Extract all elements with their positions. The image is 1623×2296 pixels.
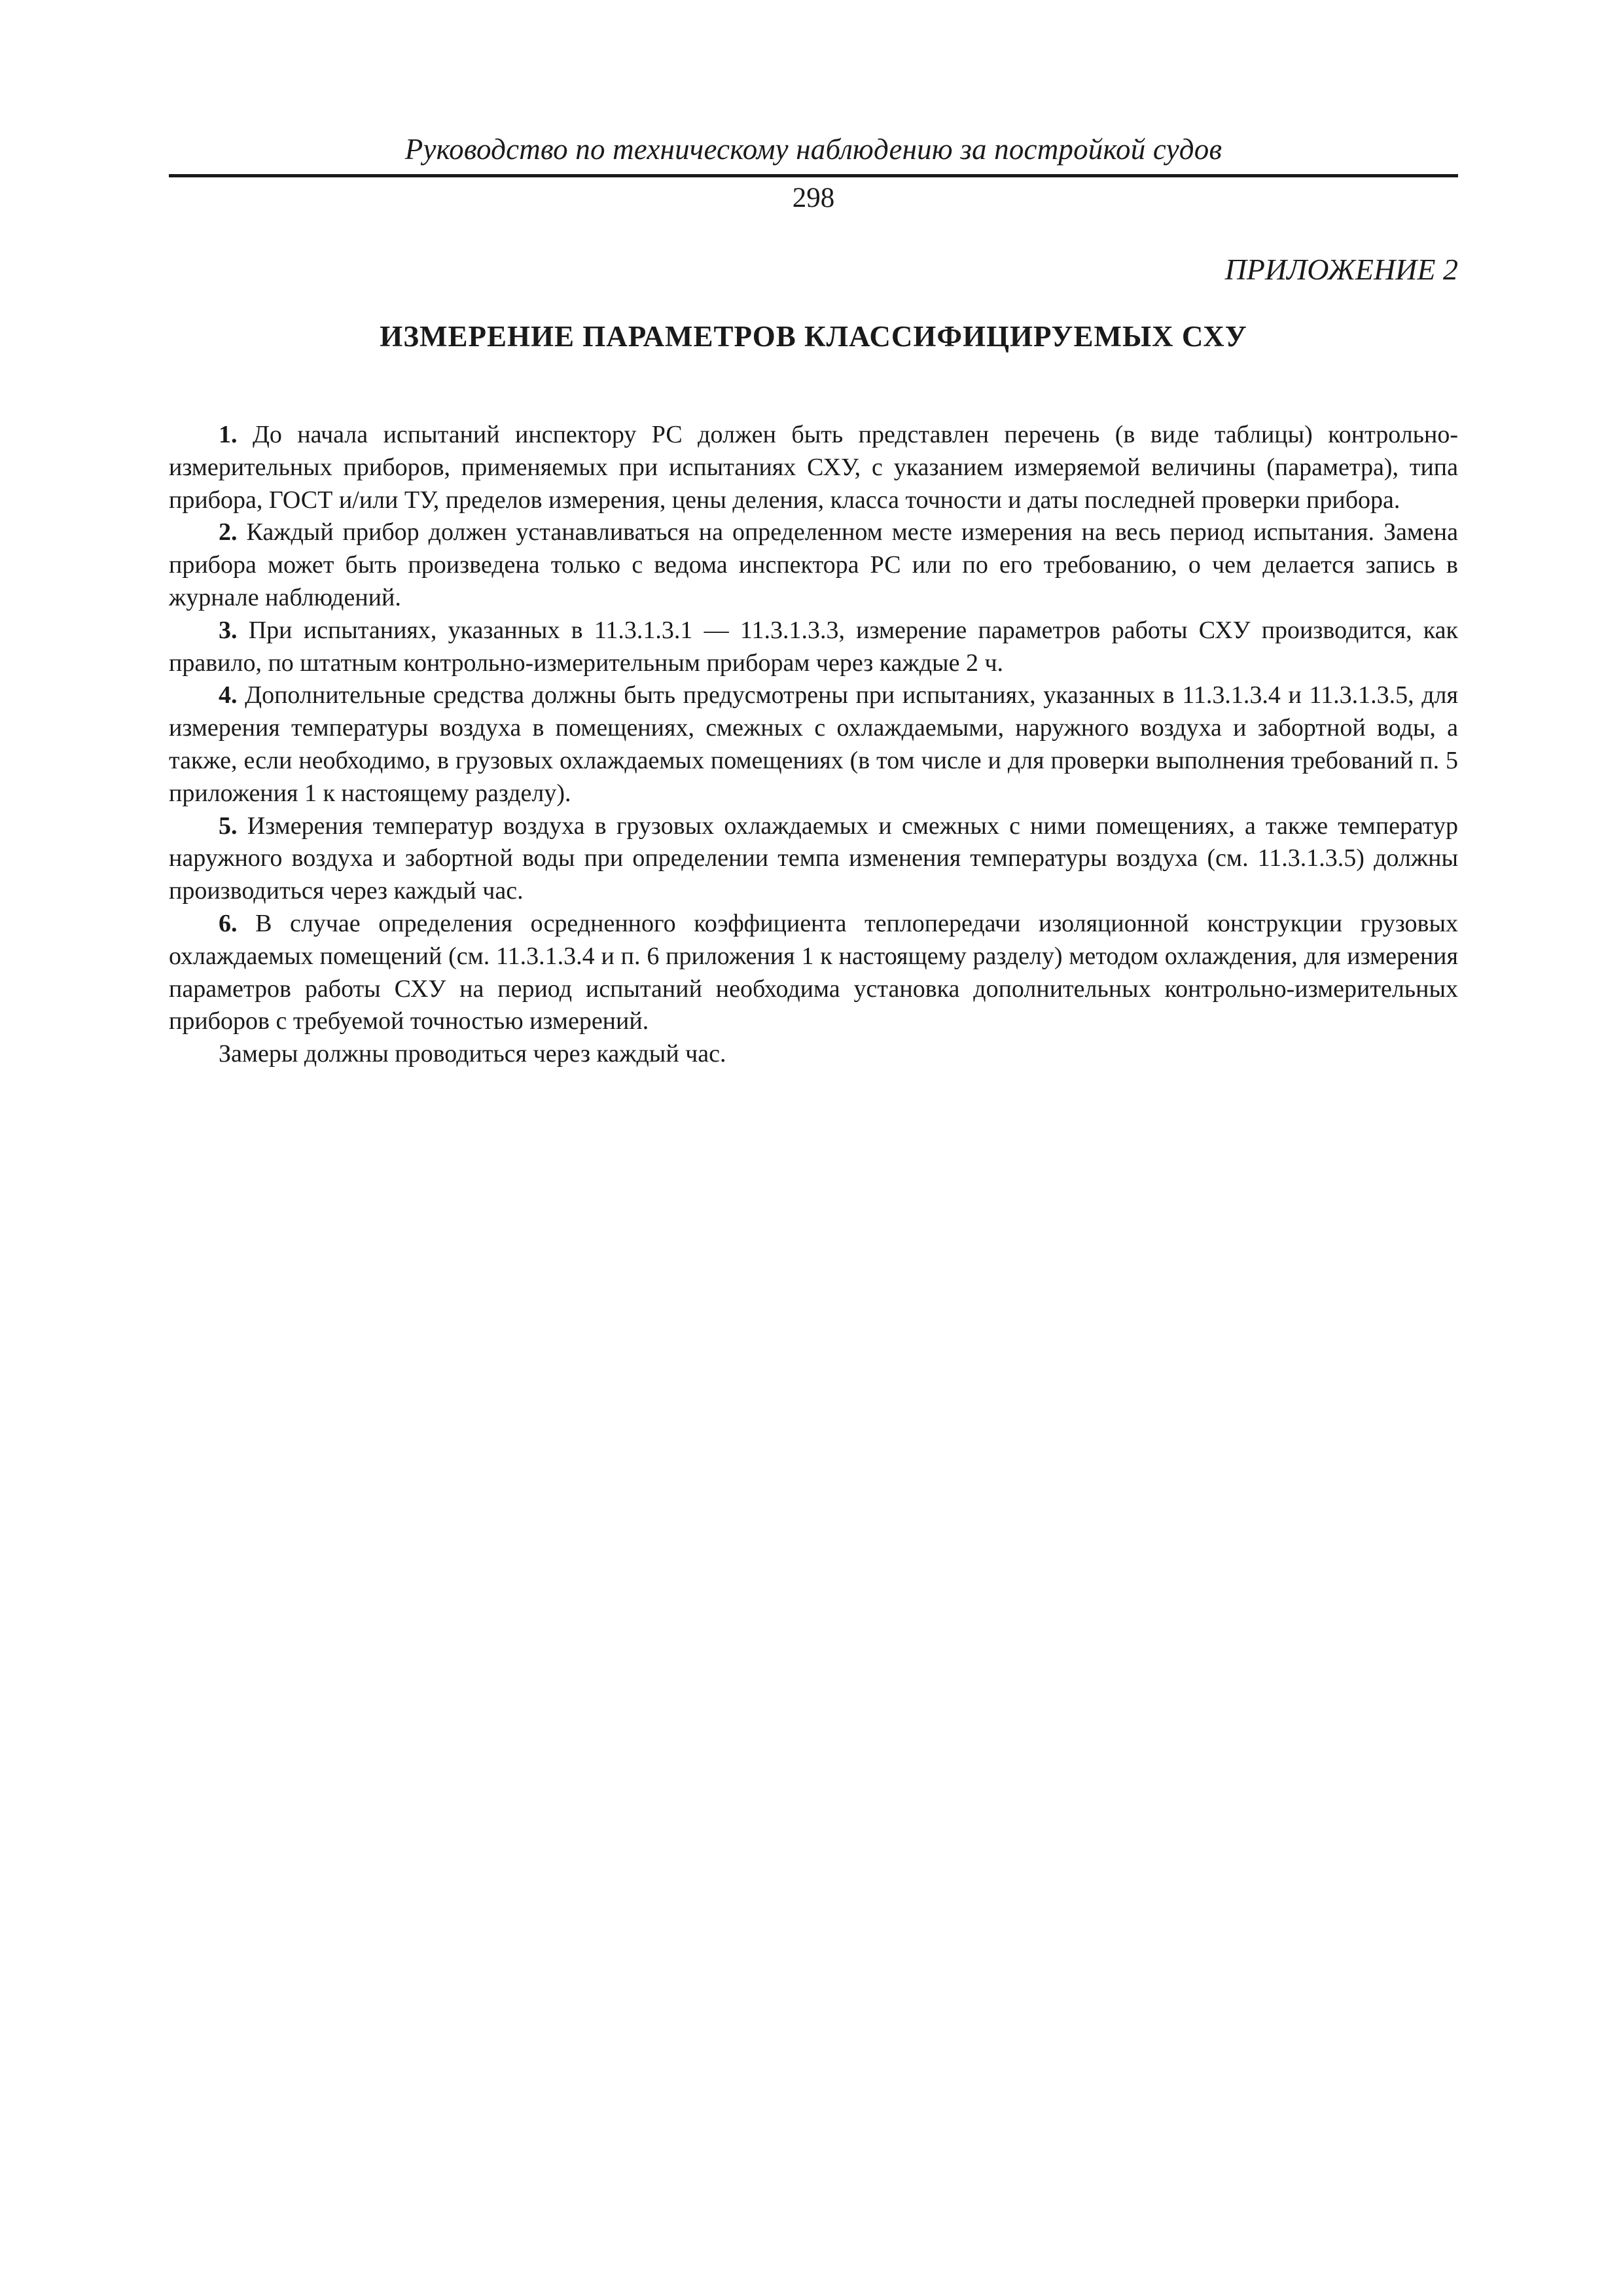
paragraph-text: Дополнительные средства должны быть предусмотрены при испытаниях, указанных в 11.3.1.3.4 и 11.3.1.3.5, для измерения температуры воздуха в помещениях, смежных с охлаждаемыми, наружного воздуха и забортной воды, а также, если необходимо, в грузовых охлаждаемых помещениях (в том числе и для проверки выполнения требований п. 5 приложения 1 к настоящему разделу).: [169, 681, 1459, 807]
paragraph-5: [169, 810, 1458, 908]
paragraph-number: 5.: [219, 812, 238, 840]
paragraph-text: Каждый прибор должен устанавливаться на определенном месте измерения на весь период испытания. Замена прибора может быть произведена только с ведома инспектора РС или по его требованию, о чем делается запись в журнале наблюдений.: [169, 518, 1458, 611]
paragraph-number: 6.: [219, 909, 238, 937]
paragraph-4: [169, 679, 1458, 810]
document-title: ИЗМЕРЕНИЕ ПАРАМЕТРОВ КЛАССИФИЦИРУЕМЫХ СХУ: [380, 320, 1247, 353]
paragraph-1: [169, 419, 1458, 516]
paragraph-3: [169, 615, 1458, 680]
paragraph-number: 3.: [219, 616, 238, 644]
paragraph-text: В случае определения осредненного коэффициента теплопередачи изоляционной конструкции грузовых охлаждаемых помещений (см. 11.3.1.3.4 и п. 6 приложения 1 к настоящему разделу) методом охлаждения, для измерения параметров работы СХУ на период испытаний необходима установка дополнительных контрольно-измерительных приборов с требуемой точностью измерений.: [169, 909, 1458, 1035]
running-header: Руководство по техническому наблюдению за постройкой судов: [404, 133, 1222, 166]
paragraph-text: До начала испытаний инспектору РС должен быть представлен перечень (в виде таблицы) контрольно-измерительных приборов, применяемых при испытаниях СХУ, с указанием измеряемой величины (параметра), типа прибора, ГОСТ и/или ТУ, пределов измерения, цены деления, класса точности и даты последней проверки прибора.: [169, 421, 1458, 514]
paragraph-number: 1.: [219, 421, 238, 448]
header-rule: [169, 174, 1458, 177]
paragraph-text: Замеры должны проводиться через каждый час.: [219, 1040, 726, 1068]
paragraph-text: Измерения температур воздуха в грузовых охлаждаемых и смежных с ними помещениях, а также температур наружного воздуха и забортной воды при определении темпа изменения температуры воздуха (см. 11.3.1.3.5) должны производиться через каждый час.: [169, 812, 1459, 905]
paragraph-2: [169, 516, 1458, 614]
paragraph-number: 4.: [219, 681, 238, 709]
paragraph-7: [169, 1038, 1458, 1071]
appendix-label: ПРИЛОЖЕНИЕ 2: [1224, 253, 1458, 286]
page-number: 298: [792, 183, 835, 213]
paragraph-text: При испытаниях, указанных в 11.3.1.3.1 — 11.3.1.3.3, измерение параметров работы СХУ производится, как правило, по штатным контрольно-измерительным приборам через каждые 2 ч.: [169, 616, 1458, 677]
paragraph-6: [169, 908, 1458, 1038]
paragraph-number: 2.: [219, 518, 238, 547]
body-text: [169, 419, 1458, 1071]
